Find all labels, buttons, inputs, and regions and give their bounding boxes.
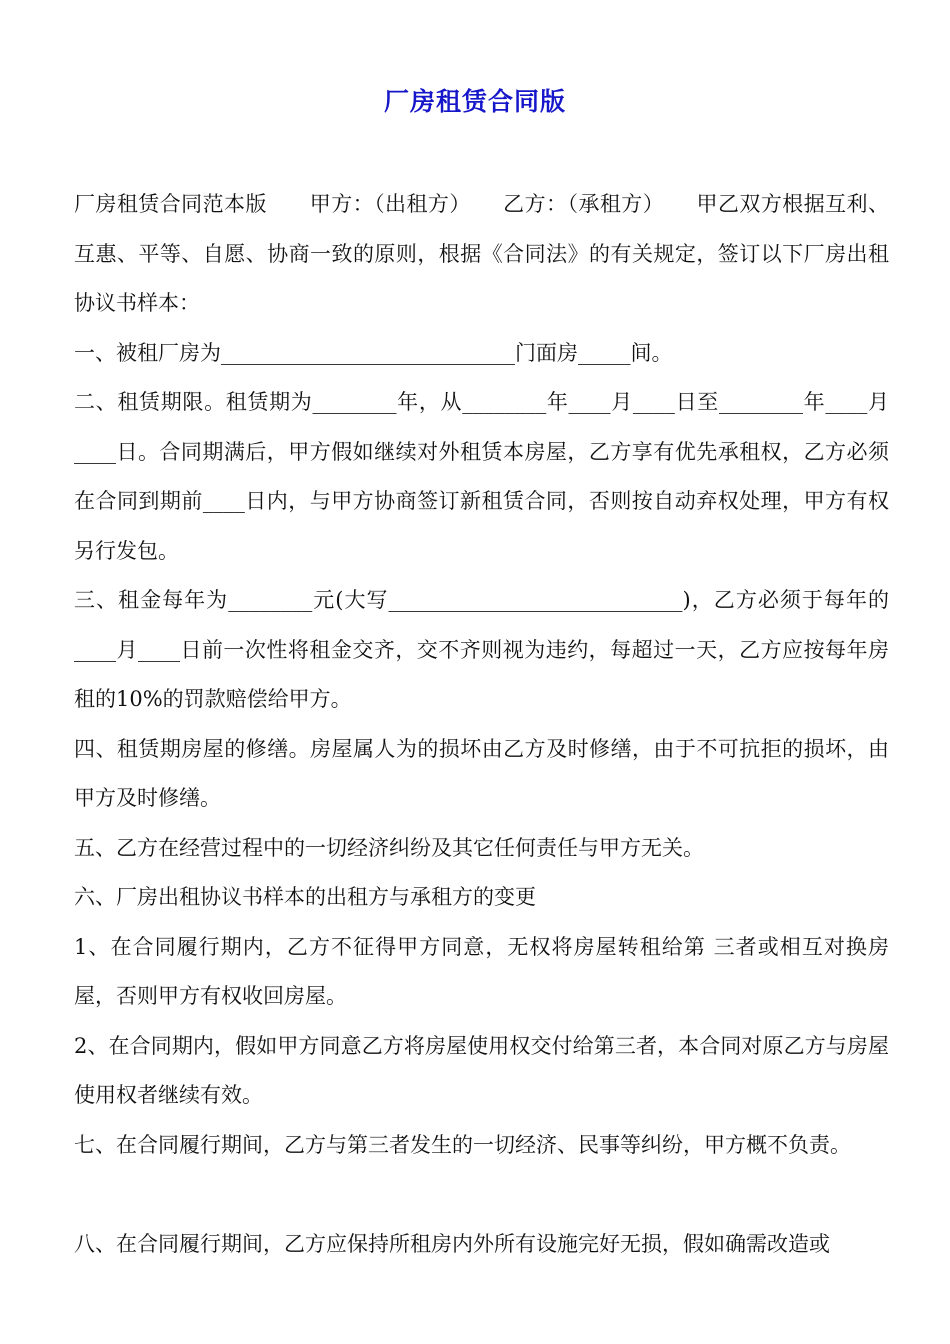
paragraph-clause-6-2: 2、在合同期内，假如甲方同意乙方将房屋使用权交付给第三者，本合同对原乙方与房屋使用权者继续有效。 <box>74 1033 889 1107</box>
paragraph-gap <box>74 1170 889 1220</box>
paragraph-clause-6-1: 1、在合同履行期内，乙方不征得甲方同意，无权将房屋转租给第 三者或相互对换房屋，否则甲方有权收回房屋。 <box>74 934 889 1008</box>
paragraph-clause-6: 六、厂房出租协议书样本的出租方与承租方的变更 <box>74 885 536 909</box>
paragraph-clause-2: 二、租赁期限。租赁期为________年，从________年____月____日至________年____月____日。合同期满后，甲方假如继续对外租赁本房屋，乙方享有优先承租权，乙方必须在合同到期前____日内，与甲方协商签订新租赁合同，否则按自动弃权处理，甲方有权另行发包。 <box>74 390 889 563</box>
document-body <box>74 180 889 1270</box>
paragraph-clause-5: 五、乙方在经营过程中的一切经济纠纷及其它任何责任与甲方无关。 <box>74 835 704 860</box>
paragraph-clause-8: 八、在合同履行期间，乙方应保持所租房内外所有设施完好无损，假如确需改造或 <box>74 1232 830 1256</box>
paragraph-clause-4: 四、租赁期房屋的修缮。房屋属人为的损坏由乙方及时修缮，由于不可抗拒的损坏，由甲方及时修缮。 <box>74 736 889 810</box>
paragraph-clause-3: 三、租金每年为________元(大写____________________________)，乙方必须于每年的____月____日前一次性将租金交齐，交不齐则视为违约，每超过一天，乙方应按每年房租的10%的罚款赔偿给甲方。 <box>74 588 889 711</box>
paragraph-clause-1: 一、被租厂房为____________________________门面房_____间。 <box>74 340 673 365</box>
paragraph-clause-7: 七、在合同履行期间，乙方与第三者发生的一切经济、民事等纠纷，甲方概不负责。 <box>74 1132 851 1157</box>
paragraph-preamble: 厂房租赁合同范本版 甲方：（出租方） 乙方：（承租方） 甲乙双方根据互利、互惠、平等、自愿、协商一致的原则，根据《合同法》的有关规定，签订以下厂房出租协议书样本： <box>74 192 889 315</box>
document-title: 厂房租赁合同版 <box>383 87 566 116</box>
